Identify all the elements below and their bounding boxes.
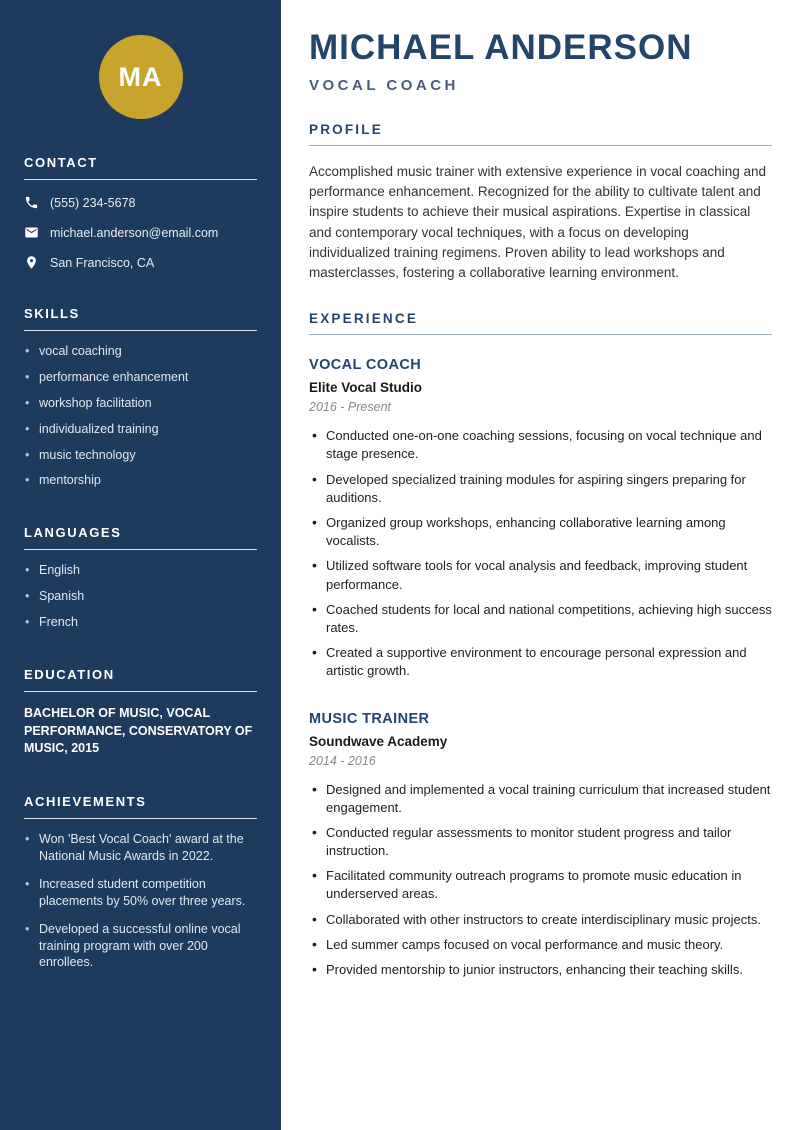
language-item: • English xyxy=(24,562,257,579)
language-item: • Spanish xyxy=(24,588,257,605)
job-bullet: • Conducted one-on-one coaching sessions, focusing on vocal technique and stage presence. xyxy=(309,427,772,463)
job-company: Soundwave Academy xyxy=(309,733,448,749)
contact-title: CONTACT xyxy=(24,155,257,180)
person-name: MICHAEL ANDERSON xyxy=(309,28,693,67)
job-entry xyxy=(309,711,772,980)
job-bullet: • Developed specialized training modules for aspiring singers preparing for auditions. xyxy=(309,471,772,507)
job-dates: 2014 - 2016 xyxy=(309,753,376,768)
sidebar xyxy=(0,0,281,1130)
experience-title: EXPERIENCE xyxy=(309,311,772,335)
education-text: BACHELOR OF MUSIC, VOCAL PERFORMANCE, CONSERVATORY OF MUSIC, 2015 xyxy=(24,705,253,756)
skills-section xyxy=(24,306,257,489)
main-content xyxy=(281,0,800,1130)
languages-title: LANGUAGES xyxy=(24,525,257,550)
job-bullet-list xyxy=(309,781,772,980)
job-bullet: • Facilitated community outreach programs to promote music education in underserved areas. xyxy=(309,867,772,903)
job-bullet: • Collaborated with other instructors to create interdisciplinary music projects. xyxy=(309,911,772,929)
contact-section xyxy=(24,155,257,270)
contact-phone-row xyxy=(24,195,257,210)
skill-item: • mentorship xyxy=(24,472,257,489)
profile-title: PROFILE xyxy=(309,122,772,146)
job-bullet: • Led summer camps focused on vocal performance and music theory. xyxy=(309,936,772,954)
email-address: michael.anderson@email.com xyxy=(50,225,219,240)
skill-item: • music technology xyxy=(24,447,257,464)
job-bullet: • Organized group workshops, enhancing collaborative learning among vocalists. xyxy=(309,514,772,550)
job-entry xyxy=(309,357,772,680)
job-role: VOCAL COACH xyxy=(309,357,422,374)
education-title: EDUCATION xyxy=(24,667,257,692)
achievements-title: ACHIEVEMENTS xyxy=(24,794,257,819)
job-dates: 2016 - Present xyxy=(309,400,391,415)
languages-section xyxy=(24,525,257,631)
contact-location-row xyxy=(24,255,257,270)
education-section xyxy=(24,667,257,758)
avatar-initials: MA xyxy=(118,61,163,92)
languages-list xyxy=(24,562,257,631)
phone-number: (555) 234-5678 xyxy=(50,195,136,210)
contact-email-row xyxy=(24,225,257,240)
location-pin-icon xyxy=(24,255,39,270)
experience-section xyxy=(309,311,772,979)
job-bullet: • Provided mentorship to junior instructors, enhancing their teaching skills. xyxy=(309,961,772,979)
achievement-item: • Won 'Best Vocal Coach' award at the National Music Awards in 2022. xyxy=(24,831,257,865)
job-bullet: • Utilized software tools for vocal analysis and feedback, improving student performance. xyxy=(309,557,772,593)
skill-item: • performance enhancement xyxy=(24,369,257,386)
location-text: San Francisco, CA xyxy=(50,255,155,270)
job-bullet: • Designed and implemented a vocal training curriculum that increased student engagement. xyxy=(309,781,772,817)
skills-title: SKILLS xyxy=(24,306,257,331)
job-bullet: • Conducted regular assessments to monitor student progress and tailor instruction. xyxy=(309,824,772,860)
skill-item: • individualized training xyxy=(24,421,257,438)
skill-item: • workshop facilitation xyxy=(24,395,257,412)
achievement-item: • Developed a successful online vocal training program with over 200 enrollees. xyxy=(24,921,257,972)
skills-list xyxy=(24,343,257,489)
profile-section xyxy=(309,122,772,284)
achievement-item: • Increased student competition placements by 50% over three years. xyxy=(24,876,257,910)
phone-icon xyxy=(24,195,39,210)
avatar xyxy=(99,35,183,119)
job-company: Elite Vocal Studio xyxy=(309,380,423,396)
person-job-title: VOCAL COACH xyxy=(309,76,459,94)
achievements-section xyxy=(24,794,257,971)
job-role: MUSIC TRAINER xyxy=(309,710,430,727)
achievements-list xyxy=(24,831,257,971)
job-bullet: • Coached students for local and national competitions, achieving high success rates. xyxy=(309,601,772,637)
job-bullet: • Created a supportive environment to encourage personal expression and artistic growth. xyxy=(309,644,772,680)
email-icon xyxy=(24,225,39,240)
profile-text: Accomplished music trainer with extensive experience in vocal coaching and performance enhancement. Recognized for the ability to cultivate talent and inspire students to achieve their musical aspirations. Expertise in classical and contemporary vocal techniques, with a focus on developing individualized training regimens. Proven ability to lead workshops and masterclasses, fostering a collaborative learning environment. xyxy=(309,163,766,280)
job-bullet-list xyxy=(309,427,772,680)
language-item: • French xyxy=(24,614,257,631)
skill-item: • vocal coaching xyxy=(24,343,257,360)
